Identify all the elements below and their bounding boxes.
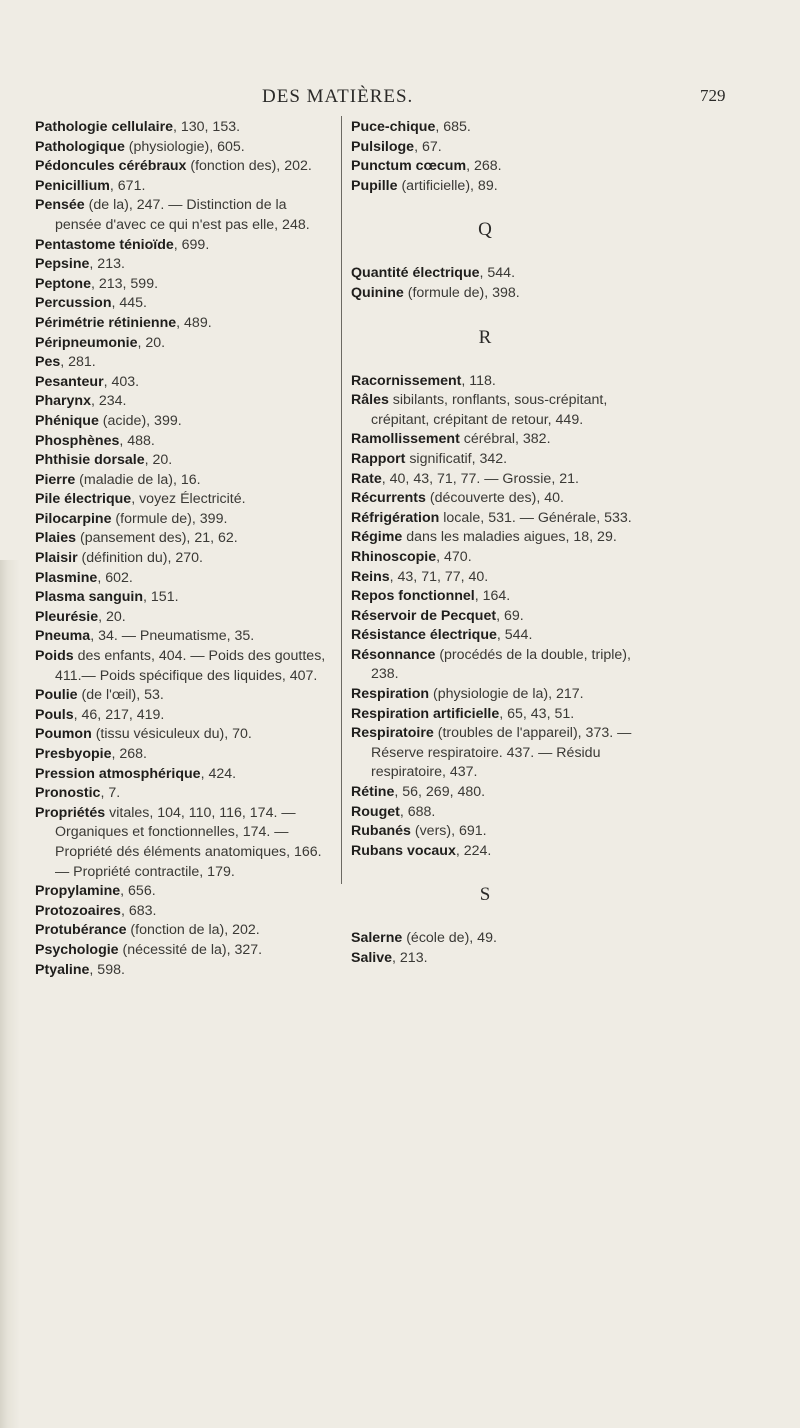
- index-entry: [35, 432, 335, 452]
- index-entry: [351, 842, 649, 862]
- index-entry: [35, 804, 335, 882]
- entry-references: (physiologie de la), 217.: [429, 686, 584, 703]
- index-entry: [35, 882, 335, 902]
- section-letter: Q: [478, 219, 492, 241]
- entry-references: , 7.: [100, 785, 121, 802]
- entry-term: Respiratoire: [351, 725, 434, 742]
- index-entry: [351, 509, 649, 529]
- entry-references: , 403.: [103, 373, 140, 390]
- entry-term: Réfrigération: [351, 509, 440, 526]
- entry-references: , 268.: [111, 746, 147, 762]
- entry-references: , 489.: [176, 314, 212, 331]
- entry-references: (découverte des), 40.: [425, 490, 564, 507]
- entry-references: , 56, 269, 480.: [394, 784, 486, 801]
- index-entry: [351, 470, 649, 490]
- entry-term: Salive: [351, 950, 393, 966]
- index-entry: [35, 784, 335, 804]
- entry-references: (formule de), 399.: [111, 510, 228, 527]
- entry-term: Poumon: [35, 726, 92, 743]
- entry-references: , 602.: [97, 569, 133, 586]
- entry-term: Rate: [351, 470, 382, 487]
- entry-references: , 234.: [91, 393, 127, 410]
- entry-term: Rouget: [351, 803, 400, 820]
- entry-references: vitales, 104, 110, 116, 174. — Organiques et fonctionnelles, 174. — Propriété dés éléments anatomiques, 166. — Propriété contractile, 179.: [55, 804, 322, 880]
- entry-references: , 20.: [137, 334, 166, 351]
- index-entry: [35, 706, 335, 726]
- entry-references: , 43, 71, 77, 40.: [389, 568, 489, 585]
- entry-term: Presbyopie: [35, 746, 112, 762]
- index-entry: [351, 822, 649, 842]
- index-entry: [351, 177, 649, 197]
- entry-term: Pneuma: [35, 628, 91, 645]
- index-entry: [351, 705, 649, 725]
- entry-term: Pédoncules cérébraux: [35, 158, 187, 175]
- entry-term: Quantité électrique: [351, 265, 480, 282]
- entry-term: Plasma sanguin: [35, 589, 144, 606]
- index-entry: [351, 929, 649, 949]
- index-entry: [35, 961, 335, 981]
- index-entry: [351, 372, 649, 392]
- entry-references: , 213, 599.: [90, 275, 159, 292]
- entry-references: (artificielle), 89.: [397, 177, 498, 194]
- entry-term: Penicillium: [35, 177, 110, 194]
- entry-references: , 685.: [435, 119, 471, 135]
- index-entry: [351, 646, 649, 685]
- entry-references: (nécessité de la), 327.: [118, 941, 263, 958]
- index-entry: [351, 528, 649, 548]
- entry-references: , 34. — Pneumatisme, 35.: [90, 628, 255, 645]
- index-entry: [35, 941, 335, 961]
- entry-references: (acide), 399.: [98, 412, 182, 429]
- entry-term: Pierre: [35, 471, 76, 488]
- entry-term: Psychologie: [35, 941, 119, 958]
- entry-term: Salerne: [351, 930, 403, 947]
- index-entry: [35, 725, 335, 745]
- index-entry: [351, 949, 649, 969]
- entry-term: Pilocarpine: [35, 510, 112, 527]
- index-entry: [35, 471, 335, 491]
- entry-references: (physiologie), 605.: [124, 138, 245, 155]
- entry-references: , 164.: [474, 588, 511, 605]
- index-entry: [35, 334, 335, 354]
- index-entry: [35, 608, 335, 628]
- entry-references: , 118.: [461, 372, 496, 389]
- entry-term: Pentastome ténioïde: [35, 236, 174, 253]
- index-entry: [351, 548, 649, 568]
- entry-references: , 213.: [392, 950, 428, 966]
- entry-term: Poulie: [35, 687, 78, 704]
- entry-term: Reins: [351, 568, 390, 585]
- entry-term: Respiration: [351, 686, 430, 703]
- entry-references: (pansement des), 21, 62.: [76, 530, 238, 547]
- index-entry: [351, 607, 649, 627]
- index-entry: [35, 373, 335, 393]
- index-entry: [35, 588, 335, 608]
- entry-term: Pharynx: [35, 393, 91, 410]
- entry-references: (de la), 247. — Distinction de la pensée d'avec ce qui n'est pas elle, 248.: [55, 197, 310, 233]
- entry-term: Pathologique: [35, 138, 125, 155]
- section-letter: R: [478, 326, 492, 348]
- index-entry: [35, 745, 335, 765]
- entry-references: , 20.: [98, 608, 126, 625]
- entry-references: (formule de), 398.: [403, 284, 520, 301]
- index-entry: [35, 686, 335, 706]
- index-entry: [35, 392, 335, 412]
- entry-references: , 281.: [60, 354, 96, 371]
- entry-term: Péripneumonie: [35, 334, 138, 351]
- entry-term: Rubanés: [351, 823, 411, 840]
- entry-term: Râles: [351, 392, 389, 409]
- entry-term: Récurrents: [351, 490, 426, 507]
- entry-references: , 424.: [200, 765, 237, 782]
- index-entry: [35, 353, 335, 373]
- entry-references: , 213.: [89, 256, 125, 273]
- entry-references: cérébral, 382.: [459, 431, 551, 448]
- entry-term: Périmétrie rétinienne: [35, 314, 177, 331]
- entry-references: (vers), 691.: [410, 823, 487, 840]
- entry-term: Propriétés: [35, 804, 106, 821]
- entry-term: Propylamine: [35, 883, 121, 900]
- index-entry: [351, 450, 649, 470]
- entry-term: Repos fonctionnel: [351, 588, 475, 605]
- entry-references: (tissu vésiculeux du), 70.: [91, 726, 252, 743]
- index-entry: [35, 138, 335, 158]
- entry-references: (de l'œil), 53.: [77, 687, 164, 704]
- index-entry: [351, 587, 649, 607]
- index-entry: [351, 264, 649, 284]
- entry-term: Rapport: [351, 450, 406, 467]
- index-entry: [351, 685, 649, 705]
- index-entry: [351, 803, 649, 823]
- entry-term: Punctum cœcum: [351, 158, 467, 175]
- entry-references: (fonction de la), 202.: [126, 922, 260, 939]
- index-entry: [351, 724, 649, 783]
- entry-references: , 151.: [143, 589, 179, 606]
- index-entry: [35, 647, 335, 686]
- entry-references: dans les maladies aigues, 18, 29.: [402, 529, 617, 546]
- entry-references: , 656.: [120, 883, 156, 900]
- entry-references: significatif, 342.: [405, 450, 508, 467]
- entry-term: Percussion: [35, 295, 112, 312]
- entry-term: Pepsine: [35, 256, 90, 273]
- index-entry: [351, 568, 649, 588]
- entry-references: , 671.: [109, 177, 146, 194]
- entry-term: Pulsiloge: [351, 138, 415, 155]
- index-entry: [35, 490, 335, 510]
- index-entry: [351, 157, 649, 177]
- index-entry: [35, 118, 335, 138]
- entry-references: , 20.: [144, 452, 173, 469]
- entry-term: Résistance électrique: [351, 627, 497, 644]
- entry-term: Puce-chique: [351, 119, 436, 135]
- entry-references: , 224.: [455, 842, 492, 859]
- entry-term: Pouls: [35, 706, 74, 723]
- index-entry: [35, 412, 335, 432]
- index-column-left: [35, 118, 335, 980]
- index-entry: [35, 157, 335, 177]
- entry-term: Pupille: [351, 177, 398, 194]
- entry-term: Plasmine: [35, 569, 98, 586]
- entry-references: sibilants, ronflants, sous-crépitant, crépitant, crépitant de retour, 449.: [371, 392, 608, 428]
- index-entry: [351, 138, 649, 158]
- page-header: [0, 86, 800, 110]
- index-entry: [35, 236, 335, 256]
- entry-term: Régime: [351, 529, 403, 546]
- index-entry: [35, 921, 335, 941]
- entry-references: , 544.: [479, 265, 516, 282]
- index-entry: [35, 902, 335, 922]
- entry-term: Phosphènes: [35, 432, 120, 449]
- entry-references: (école de), 49.: [402, 930, 497, 947]
- index-entry: [351, 783, 649, 803]
- entry-term: Plaies: [35, 530, 77, 547]
- page-number: 729: [700, 86, 726, 105]
- index-entry: [351, 284, 649, 304]
- index-entry: [35, 549, 335, 569]
- entry-term: Protozoaires: [35, 902, 121, 919]
- running-title: DES MATIÈRES.: [262, 86, 414, 107]
- index-entry: [351, 391, 649, 430]
- entry-term: Pes: [35, 354, 61, 371]
- entry-references: , 470.: [436, 548, 472, 565]
- entry-references: , 544.: [496, 627, 533, 644]
- entry-term: Respiration artificielle: [351, 705, 500, 722]
- index-entry: [351, 430, 649, 450]
- entry-term: Ptyaline: [35, 961, 90, 978]
- column-divider: [341, 116, 342, 884]
- entry-term: Pathologie cellulaire: [35, 119, 173, 135]
- entry-term: Rubans vocaux: [351, 842, 456, 859]
- entry-term: Plaisir: [35, 550, 78, 567]
- entry-references: , 699.: [173, 236, 210, 253]
- index-entry: [351, 626, 649, 646]
- entry-term: Réservoir de Pecquet: [351, 607, 497, 624]
- entry-term: Protubérance: [35, 922, 127, 939]
- entry-term: Peptone: [35, 275, 91, 292]
- entry-references: (procédés de la double, triple), 238.: [371, 646, 631, 683]
- index-entry: [351, 489, 649, 509]
- entry-references: (maladie de la), 16.: [75, 471, 201, 488]
- entry-references: (définition du), 270.: [77, 550, 203, 567]
- index-entry: [351, 118, 649, 138]
- entry-term: Phthisie dorsale: [35, 452, 145, 469]
- entry-term: Racornissement: [351, 372, 462, 389]
- entry-references: , voyez Électricité.: [131, 491, 246, 508]
- entry-references: , 445.: [111, 295, 147, 312]
- entry-references: , 40, 43, 71, 77. — Grossie, 21.: [381, 470, 579, 487]
- entry-references: , 65, 43, 51.: [499, 705, 575, 722]
- entry-term: Ramollissement: [351, 431, 460, 448]
- entry-term: Pronostic: [35, 785, 101, 802]
- index-entry: [35, 529, 335, 549]
- entry-term: Pensée: [35, 197, 85, 214]
- index-entry: [35, 177, 335, 197]
- entry-references: , 67.: [414, 138, 442, 155]
- index-entry: [35, 275, 335, 295]
- entry-term: Phénique: [35, 412, 99, 429]
- index-entry: [35, 314, 335, 334]
- entry-term: Pression atmosphérique: [35, 765, 201, 782]
- index-entry: [35, 569, 335, 589]
- entry-term: Rhinoscopie: [351, 548, 437, 565]
- index-entry: [35, 255, 335, 275]
- index-column-right: [351, 118, 649, 969]
- entry-term: Pleurésie: [35, 608, 99, 625]
- entry-term: Poids: [35, 648, 74, 665]
- index-entry: [35, 294, 335, 314]
- entry-references: , 688.: [399, 803, 436, 820]
- entry-references: , 683.: [120, 902, 157, 919]
- entry-references: , 598.: [89, 961, 125, 978]
- entry-term: Résonnance: [351, 646, 436, 663]
- entry-references: (fonction des), 202.: [186, 158, 312, 175]
- entry-references: , 488.: [119, 432, 155, 449]
- entry-references: , 46, 217, 419.: [73, 706, 165, 723]
- index-entry: [35, 510, 335, 530]
- index-entry: [35, 196, 335, 235]
- entry-term: Rétine: [351, 784, 395, 801]
- section-letter: S: [479, 884, 491, 906]
- entry-term: Pile électrique: [35, 491, 132, 508]
- entry-references: , 130, 153.: [172, 119, 241, 135]
- page-binding-shadow: [0, 560, 20, 1428]
- entry-references: , 268.: [466, 158, 502, 175]
- entry-references: , 69.: [496, 607, 524, 624]
- index-entry: [35, 451, 335, 471]
- index-entry: [35, 627, 335, 647]
- entry-term: Pesanteur: [35, 373, 104, 390]
- entry-term: Quinine: [351, 284, 404, 301]
- index-entry: [35, 765, 335, 785]
- entry-references: des enfants, 404. — Poids des gouttes, 411.— Poids spécifique des liquides, 407.: [55, 648, 326, 684]
- entry-references: locale, 531. — Générale, 533.: [439, 509, 632, 526]
- entry-references: (troubles de l'appareil), 373. — Réserve respiratoire. 437. — Résidu respiratoire, 437.: [371, 725, 632, 781]
